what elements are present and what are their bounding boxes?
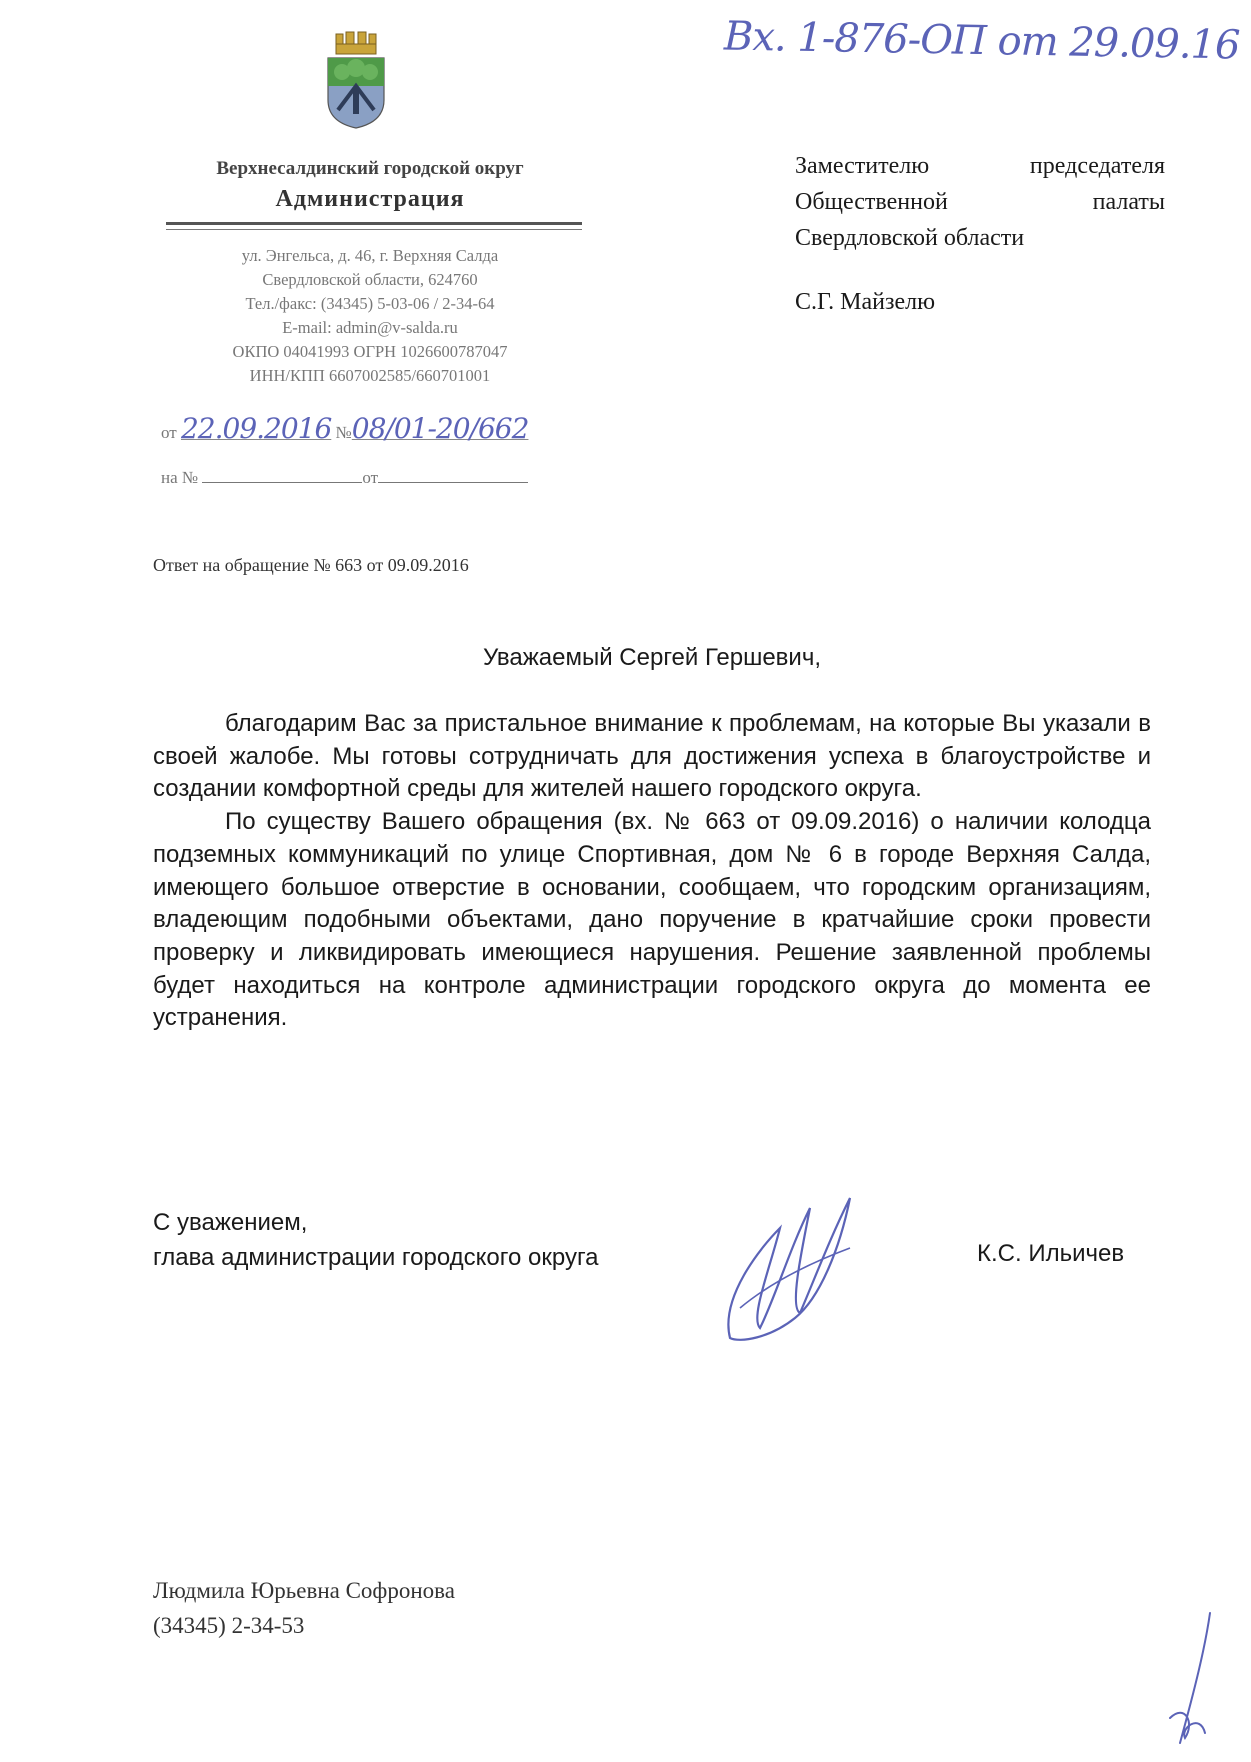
address-line: ул. Энгельса, д. 46, г. Верхняя Салда [241, 246, 499, 265]
email-line: E-mail: admin@v-salda.ru [282, 318, 458, 337]
outgoing-reference [161, 412, 528, 445]
reply-reference [161, 467, 528, 488]
executor-phone: (34345) 2-34-53 [153, 1613, 305, 1638]
reply-number-blank [202, 467, 362, 483]
addressee-title-word: Заместителю [795, 153, 930, 179]
addressee-title-word: Общественной [795, 189, 948, 215]
executor-name: Людмила Юрьевна Софронова [153, 1578, 455, 1603]
number-label: № [335, 423, 352, 442]
signer-name: К.С. Ильичев [977, 1240, 1125, 1267]
body-paragraph: благодарим Вас за пристальное внимание к проблемам, на которые Вы указали в своей жалобе. Мы готовы сотрудничать для достижения успеха в благоустройстве и создании комфортной среды для жителей нашего городского округа. [153, 710, 1151, 803]
closing-block [153, 1205, 599, 1275]
sender-org-name: Верхнесалдинский городской округ [216, 158, 524, 179]
reply-date-blank [378, 467, 528, 483]
outgoing-number: 08/01-20/662 [351, 412, 529, 445]
signer-position: глава администрации городского округа [153, 1244, 599, 1271]
addressee-name: С.Г. Майзелю [795, 289, 936, 315]
executor-block [153, 1573, 455, 1643]
reply-date-label: от [362, 468, 379, 487]
sender-address-block [150, 244, 590, 388]
reply-number-label: на № [161, 468, 199, 487]
outgoing-date: 22.09.2016 [180, 412, 332, 445]
addressee-region: Свердловской области [795, 225, 1025, 251]
inn-kpp-line: ИНН/КПП 6607002585/660701001 [249, 366, 491, 385]
okpo-ogrn-line: ОКПО 04041993 ОГРН 1026600787047 [232, 342, 508, 361]
addressee-block [795, 148, 1165, 320]
address-line: Свердловской области, 624760 [262, 270, 478, 289]
coat-of-arms-icon [324, 30, 388, 130]
letter-body [153, 708, 1151, 1035]
from-label: от [161, 423, 177, 442]
header-divider [166, 222, 582, 225]
body-paragraph: По существу Вашего обращения (вх. № 663 от 09.09.2016) о наличии колодца подземных коммуникаций по улице Спортивная, дом № 6 в городе Верхняя Салда, имеющего большое отверстие в основании, сообщаем, что городским организациям, владеющим подобными объектами, дано поручение в кратчайшие сроки провести проверку и ликвидировать имеющиеся нарушения. Решение заявленной проблемы будет находиться на контроле администрации городского округа до момента ее устранения. [153, 808, 1151, 1032]
letter-subject: Ответ на обращение № 663 от 09.09.2016 [153, 555, 469, 575]
letter-greeting: Уважаемый Сергей Гершевич, [483, 644, 821, 671]
handwritten-signature [700, 1188, 880, 1348]
closing-phrase: С уважением, [153, 1209, 308, 1236]
handwritten-initials [1150, 1608, 1230, 1748]
header-divider-thin [166, 229, 582, 230]
addressee-title-word: палаты [1092, 189, 1165, 215]
incoming-registration-stamp: Вх. 1-876-ОП от 29.09.16 [723, 13, 1240, 69]
phone-line: Тел./факс: (34345) 5-03-06 / 2-34-64 [245, 294, 495, 313]
addressee-title-word: председателя [1029, 153, 1165, 179]
sender-org-unit: Администрация [275, 186, 465, 212]
